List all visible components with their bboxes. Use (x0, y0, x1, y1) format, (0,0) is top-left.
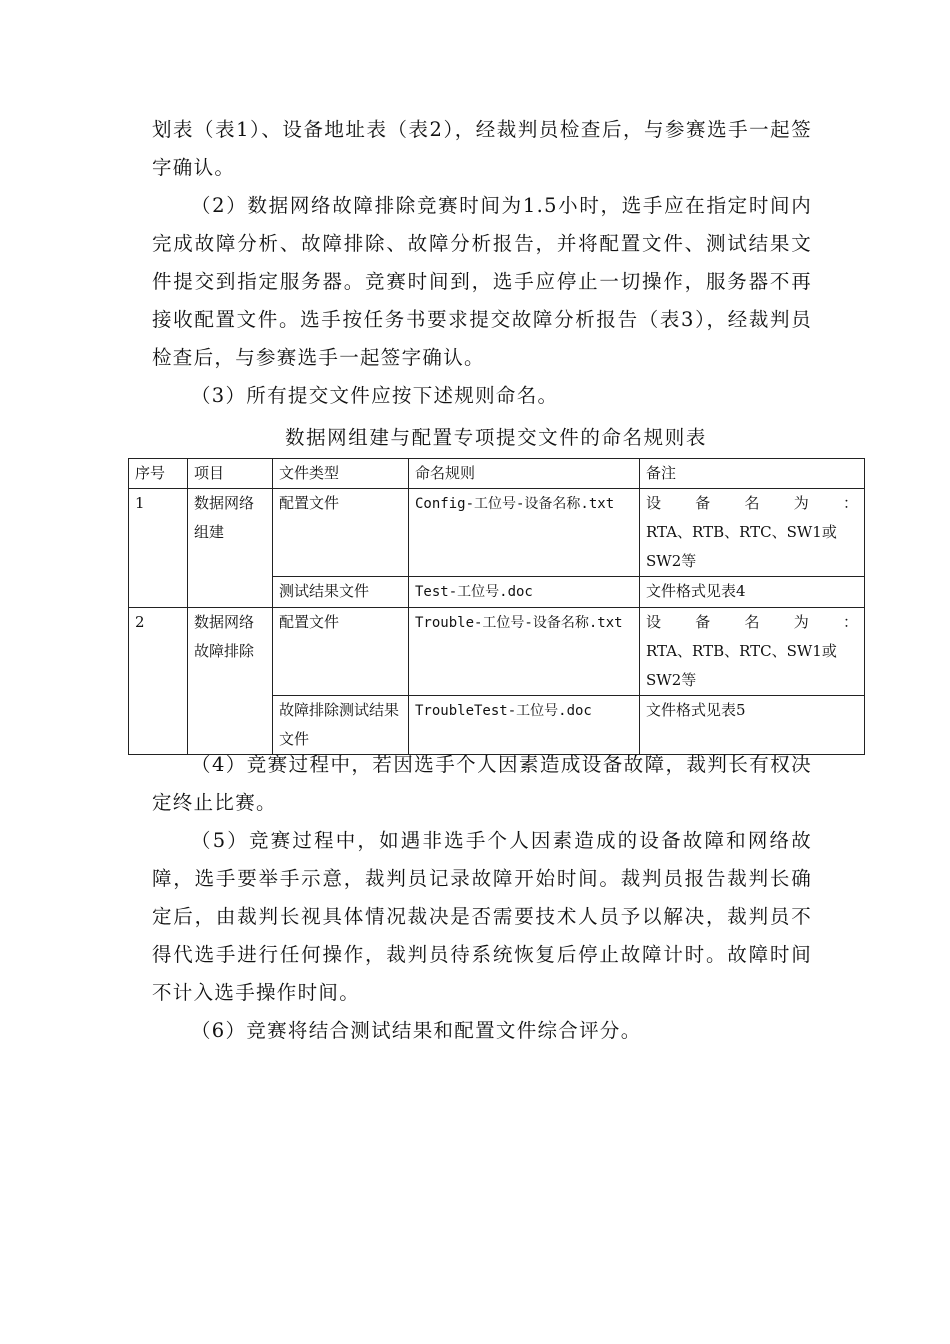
note-char: 名 (744, 613, 760, 631)
cell-naming-rule (409, 577, 640, 608)
paragraph-item-4: （4）竞赛过程中，若因选手个人因素造成设备故障，裁判长有权决定终止比赛。 (152, 753, 812, 814)
table-title: 数据网组建与配置专项提交文件的命名规则表 (284, 426, 707, 449)
cell-file-type: 故障排除测试结果文件 (273, 696, 409, 755)
cell-file-type: 配置文件 (273, 608, 409, 696)
cell-no: 2 (129, 608, 188, 755)
naming-rule-text: Test-工位号.doc (415, 584, 533, 600)
paragraph-item-5: （5）竞赛过程中，如遇非选手个人因素造成的设备故障和网络故障，选手要举手示意，裁判员记录故障开始时间。裁判员报告裁判长确定后，由裁判长视具体情况裁决是否需要技术人员予以解决，裁判员不得代选手进行任何操作，裁判员待系统恢复后停止故障计时。故障时间不计入选手操作时间。 (152, 829, 812, 1004)
note-char: ： (842, 494, 858, 512)
header-cell-naming-rule: 命名规则 (409, 459, 640, 489)
paragraph-item-3: （3）所有提交文件应按下述规则命名。 (191, 384, 559, 407)
cell-no: 1 (129, 489, 188, 608)
note-char: 名 (744, 494, 760, 512)
header-cell-note: 备注 (640, 459, 865, 489)
cell-note: 文件格式见表5 (640, 696, 865, 755)
note-char: 设 (646, 613, 662, 631)
note-char: 备 (695, 494, 711, 512)
note-device-name-label (646, 489, 858, 518)
naming-rules-table (128, 458, 865, 755)
table-row (129, 489, 865, 577)
paragraph-item-6: （6）竞赛将结合测试结果和配置文件综合评分。 (191, 1019, 642, 1042)
header-cell-project: 项目 (188, 459, 273, 489)
note-device-name-label (646, 608, 858, 637)
cell-note (640, 489, 865, 577)
naming-rule-text: Trouble-工位号-设备名称.txt (415, 615, 623, 631)
note-device-list: RTA、RTB、RTC、SW1或SW2等 (646, 523, 837, 570)
note-device-list: RTA、RTB、RTC、SW1或SW2等 (646, 642, 837, 689)
cell-file-type: 测试结果文件 (273, 577, 409, 608)
note-char: 为 (793, 613, 809, 631)
paragraph-continuation: 划表（表1）、设备地址表（表2），经裁判员检查后，与参赛选手一起签字确认。 (152, 118, 812, 179)
cell-file-type: 配置文件 (273, 489, 409, 577)
cell-note: 文件格式见表4 (640, 577, 865, 608)
cell-naming-rule (409, 489, 640, 577)
header-cell-file-type: 文件类型 (273, 459, 409, 489)
paragraph-item-2: （2）数据网络故障排除竞赛时间为1.5小时，选手应在指定时间内完成故障分析、故障排除、故障分析报告，并将配置文件、测试结果文件提交到指定服务器。竞赛时间到，选手应停止一切操作，服务器不再接收配置文件。选手按任务书要求提交故障分析报告（表3），经裁判员检查后，与参赛选手一起签字确认。 (152, 194, 812, 369)
note-char: 为 (793, 494, 809, 512)
naming-rule-text: Config-工位号-设备名称.txt (415, 496, 615, 512)
cell-naming-rule (409, 608, 640, 696)
note-char: 设 (646, 494, 662, 512)
cell-note (640, 608, 865, 696)
note-char: 备 (695, 613, 711, 631)
cell-project: 数据网络故障排除 (188, 608, 273, 755)
cell-project: 数据网络组建 (188, 489, 273, 608)
naming-rule-text: TroubleTest-工位号.doc (415, 703, 592, 719)
table-row (129, 608, 865, 696)
header-cell-no: 序号 (129, 459, 188, 489)
table-header-row (129, 459, 865, 489)
note-char: ： (842, 613, 858, 631)
